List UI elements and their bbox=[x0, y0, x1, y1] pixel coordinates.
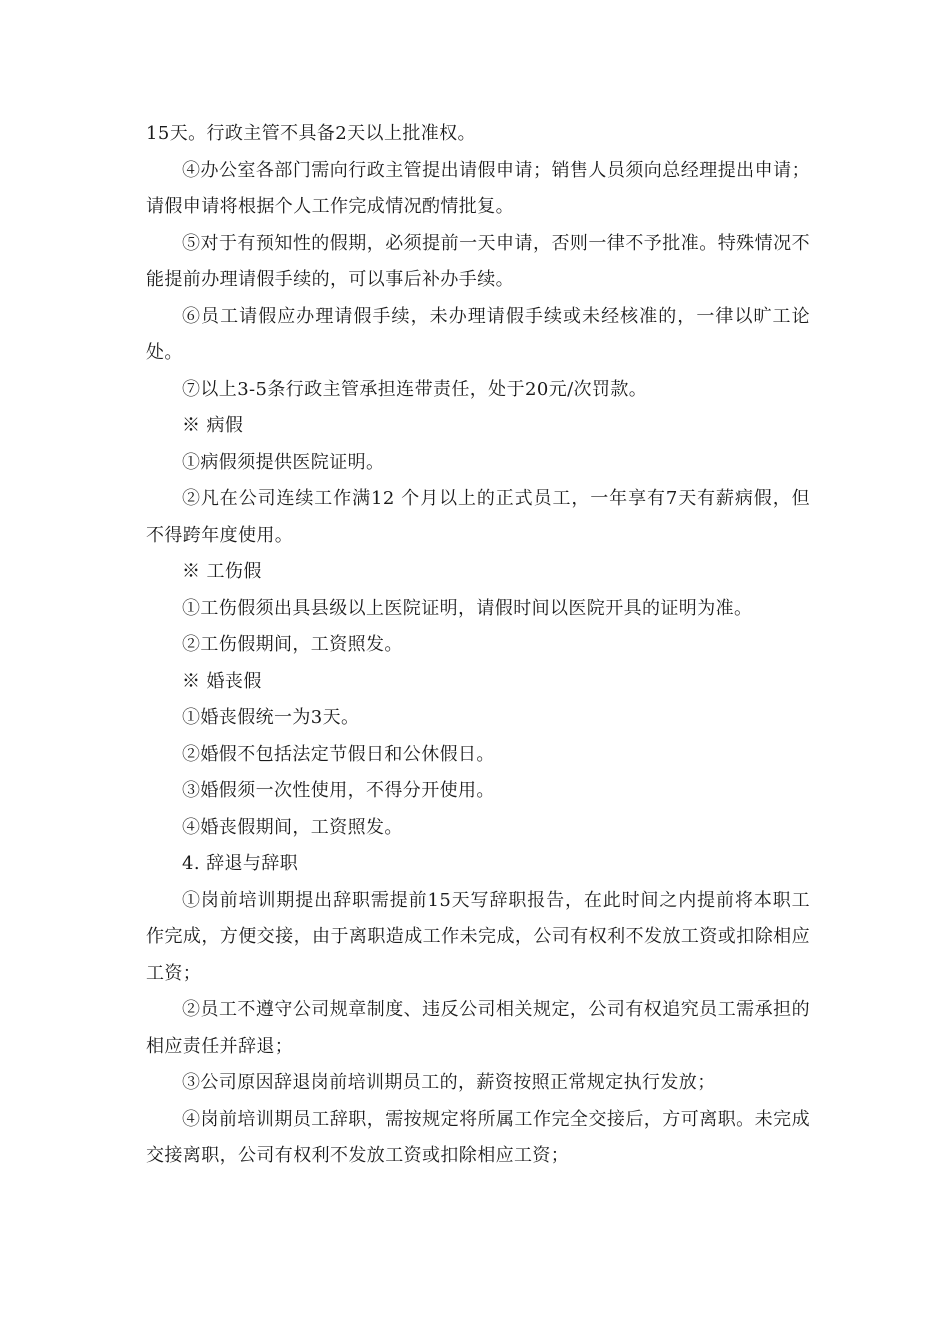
section-heading-injury-leave: ※ 工伤假 bbox=[182, 561, 262, 582]
paragraph-1: 15天。行政主管不具备2天以上批准权。 bbox=[146, 123, 476, 144]
paragraph-14: ②婚假不包括法定节假日和公休假日。 bbox=[182, 743, 495, 765]
paragraph-7: ①病假须提供医院证明。 bbox=[182, 451, 385, 473]
paragraph-4: ⑥员工请假应办理请假手续，未办理请假手续或未经核准的，一律以旷工论处。 bbox=[146, 305, 810, 363]
document-body bbox=[146, 116, 810, 1175]
paragraph-18: ①岗前培训期提出辞职需提前15天写辞职报告，在此时间之内提前将本职工作完成，方便交接，由于离职造成工作未完成，公司有权利不发放工资或扣除相应工资； bbox=[146, 889, 810, 984]
paragraph-19: ②员工不遵守公司规章制度、违反公司相关规定，公司有权追究员工需承担的相应责任并辞退； bbox=[146, 999, 810, 1057]
paragraph-20: ③公司原因辞退岗前培训期员工的，薪资按照正常规定执行发放； bbox=[182, 1072, 716, 1093]
section-heading-dismissal-resignation: 4. 辞退与辞职 bbox=[182, 853, 299, 874]
paragraph-21: ④岗前培训期员工辞职，需按规定将所属工作完全交接后，方可离职。未完成交接离职，公司有权利不发放工资或扣除相应工资； bbox=[146, 1108, 810, 1166]
paragraph-11: ②工伤假期间，工资照发。 bbox=[182, 634, 403, 655]
paragraph-5: ⑦以上3-5条行政主管承担连带责任，处于20元/次罚款。 bbox=[182, 378, 648, 400]
paragraph-10: ①工伤假须出具县级以上医院证明，请假时间以医院开具的证明为准。 bbox=[182, 597, 753, 619]
paragraph-2: ④办公室各部门需向行政主管提出请假申请；销售人员须向总经理提出申请；请假申请将根据个人工作完成情况酌情批复。 bbox=[146, 159, 810, 217]
section-heading-marriage-funeral-leave: ※ 婚丧假 bbox=[182, 670, 262, 692]
paragraph-16: ④婚丧假期间，工资照发。 bbox=[182, 816, 403, 838]
paragraph-15: ③婚假须一次性使用，不得分开使用。 bbox=[182, 780, 495, 801]
paragraph-13: ①婚丧假统一为3天。 bbox=[182, 707, 360, 728]
paragraph-3: ⑤对于有预知性的假期，必须提前一天申请，否则一律不予批准。特殊情况不能提前办理请假手续的，可以事后补办手续。 bbox=[146, 232, 810, 290]
paragraph-8: ②凡在公司连续工作满12 个月以上的正式员工，一年享有7天有薪病假，但不得跨年度使用。 bbox=[146, 488, 810, 546]
section-heading-sick-leave: ※ 病假 bbox=[182, 415, 244, 436]
